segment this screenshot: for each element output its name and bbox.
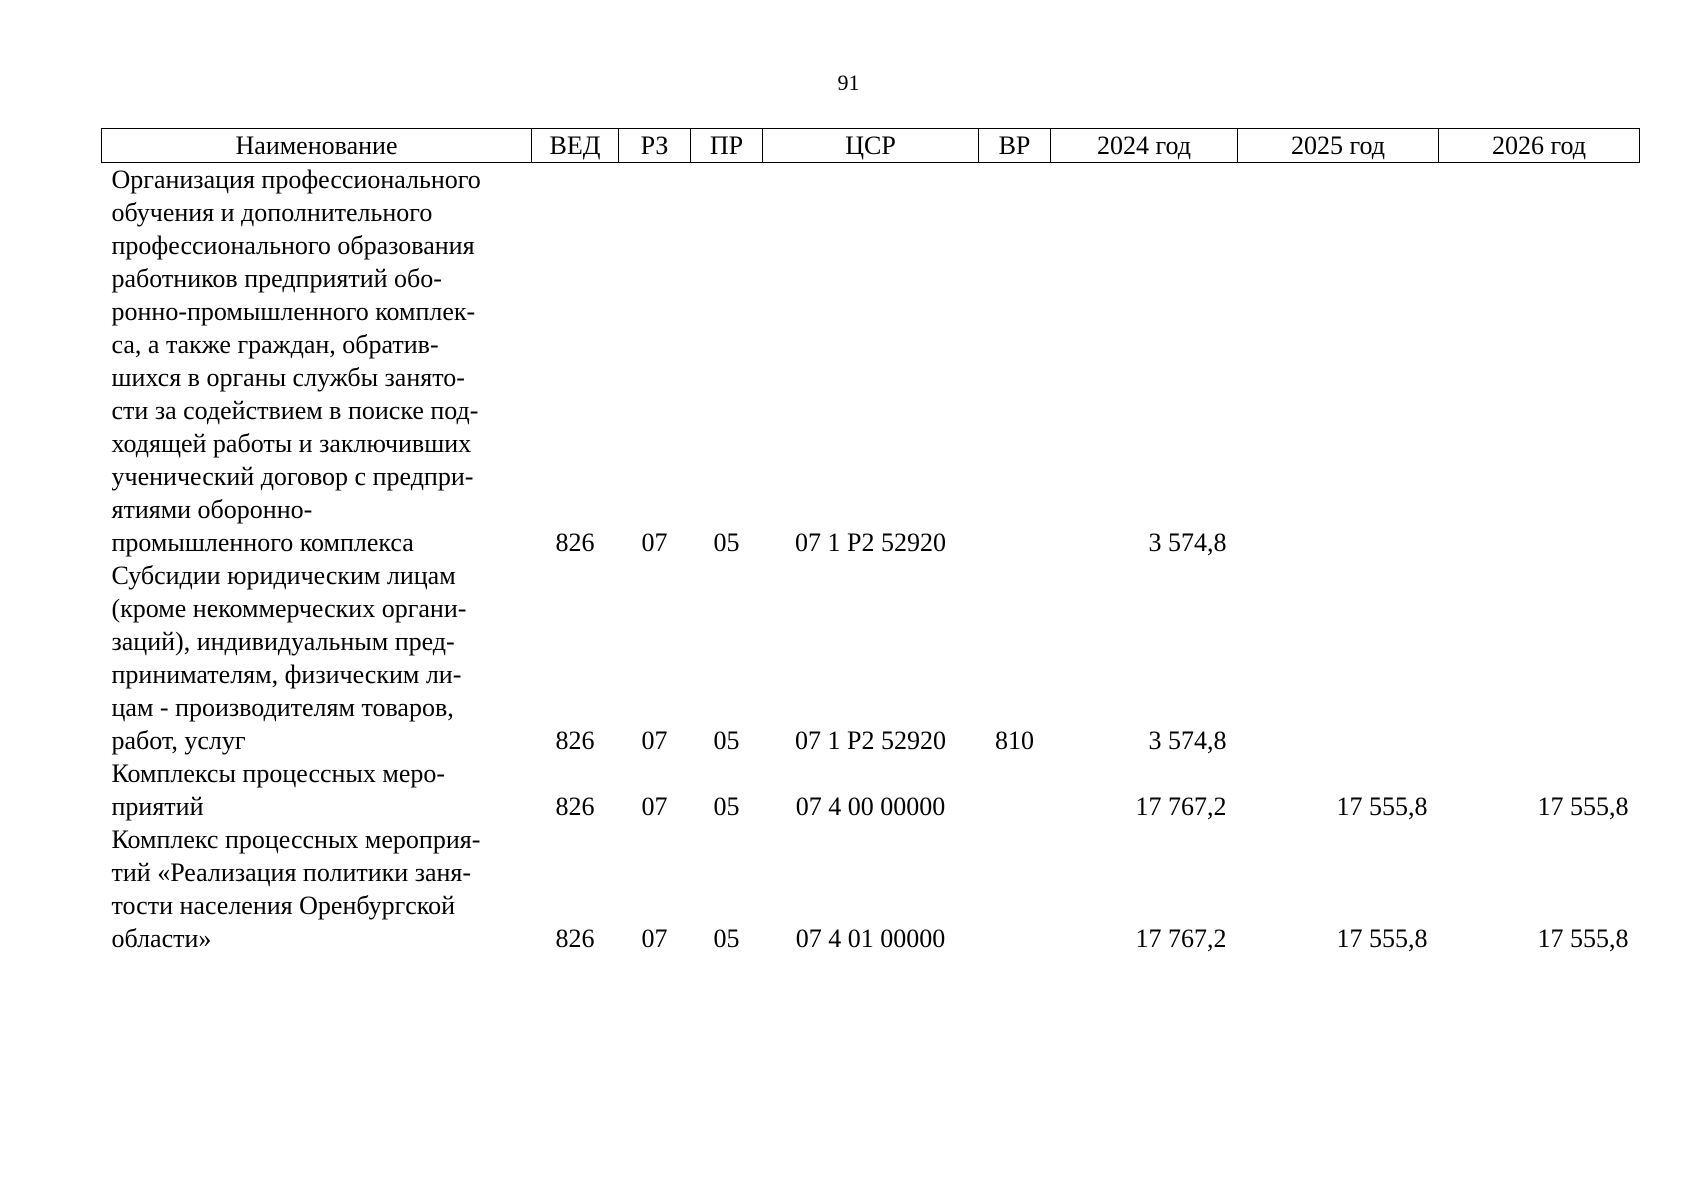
budget-table: [101, 128, 1640, 955]
rz-cell: 07: [641, 726, 668, 755]
row-name-line: Комплекс процессных мероприя-: [111, 825, 481, 854]
pr-cell: 05: [713, 726, 740, 755]
amount-2026-cell: 17 555,8: [1537, 792, 1629, 821]
csr-cell: 07 4 00 00000: [795, 792, 946, 821]
amount-2024-cell: 17 767,2: [1135, 792, 1227, 821]
amount-2025-cell: [1238, 163, 1439, 560]
amount-2026-cell: [1439, 559, 1640, 757]
rz-cell: 07: [641, 528, 668, 557]
table-row: [102, 757, 1640, 823]
table-row: [102, 163, 1640, 560]
header-2025: 2025 год: [1238, 129, 1439, 163]
rz-cell: 07: [641, 792, 668, 821]
row-name-line: Субсидии юридическим лицам: [111, 561, 456, 590]
row-name-line: (кроме некоммерческих органи-: [111, 594, 467, 623]
header-2024: 2024 год: [1051, 129, 1238, 163]
amount-2026-cell: [1439, 163, 1640, 560]
vr-cell: 810: [995, 726, 1034, 755]
header-ved: ВЕД: [532, 129, 619, 163]
header-name: Наименование: [102, 129, 532, 163]
row-name-cell: [102, 163, 532, 560]
row-name-cell: [102, 757, 532, 823]
row-name-line: ятиями оборонно-: [111, 495, 313, 524]
row-name-line: заций), индивидуальным пред-: [111, 627, 455, 656]
row-name-line: ученический договор с предпри-: [111, 462, 474, 491]
row-name-line: принимателям, физическим ли-: [111, 660, 462, 689]
ved-cell: 826: [555, 726, 595, 755]
amount-2024-cell: 17 767,2: [1135, 924, 1227, 953]
header-2026: 2026 год: [1439, 129, 1640, 163]
rz-cell: 07: [641, 924, 668, 953]
ved-cell: 826: [555, 792, 595, 821]
table-body: [102, 163, 1640, 956]
csr-cell: 07 1 Р2 52920: [795, 528, 946, 557]
vr-cell: [979, 757, 1051, 823]
row-name-line: са, а также граждан, обратив-: [111, 330, 439, 359]
row-name-line: приятий: [111, 792, 204, 821]
amount-2024-cell: 3 574,8: [1148, 528, 1227, 557]
header-rz: РЗ: [619, 129, 691, 163]
vr-cell: [979, 823, 1051, 955]
csr-cell: 07 4 01 00000: [795, 924, 946, 953]
amount-2025-cell: 17 555,8: [1336, 924, 1428, 953]
row-name-line: ходящей работы и заключивших: [111, 429, 472, 458]
row-name-line: ронно-промышленного комплек-: [111, 297, 476, 326]
ved-cell: 826: [555, 924, 595, 953]
page-number: 91: [837, 70, 860, 95]
row-name-line: обучения и дополнительного: [111, 198, 433, 227]
row-name-line: цам - производителям товаров,: [111, 693, 454, 722]
table-row: [102, 559, 1640, 757]
row-name-cell: [102, 559, 532, 757]
csr-cell: 07 1 Р2 52920: [795, 726, 946, 755]
row-name-line: работников предприятий обо-: [111, 264, 442, 293]
row-name-line: шихся в органы службы занято-: [111, 363, 465, 392]
row-name-line: профессионального образования: [111, 231, 475, 260]
table-header: [102, 129, 1640, 163]
row-name-line: тости населения Оренбургской: [111, 891, 456, 920]
row-name-line: промышленного комплекса: [111, 528, 414, 557]
header-row: [102, 129, 1640, 163]
pr-cell: 05: [713, 924, 740, 953]
header-pr: ПР: [691, 129, 763, 163]
header-csr: ЦСР: [763, 129, 979, 163]
table-row: [102, 823, 1640, 955]
row-name-line: работ, услуг: [111, 726, 246, 755]
row-name-line: Организация профессионального: [111, 165, 481, 194]
amount-2026-cell: 17 555,8: [1537, 924, 1629, 953]
pr-cell: 05: [713, 528, 740, 557]
row-name-line: Комплексы процессных меро-: [111, 759, 446, 788]
row-name-cell: [102, 823, 532, 955]
row-name-line: сти за содействием в поиске под-: [111, 396, 479, 425]
amount-2024-cell: 3 574,8: [1148, 726, 1227, 755]
row-name-line: тий «Реализация политики заня-: [111, 858, 472, 887]
amount-2025-cell: [1238, 559, 1439, 757]
ved-cell: 826: [555, 528, 595, 557]
row-name-line: области»: [111, 924, 212, 953]
amount-2025-cell: 17 555,8: [1336, 792, 1428, 821]
vr-cell: [979, 163, 1051, 560]
pr-cell: 05: [713, 792, 740, 821]
header-vr: ВР: [979, 129, 1051, 163]
